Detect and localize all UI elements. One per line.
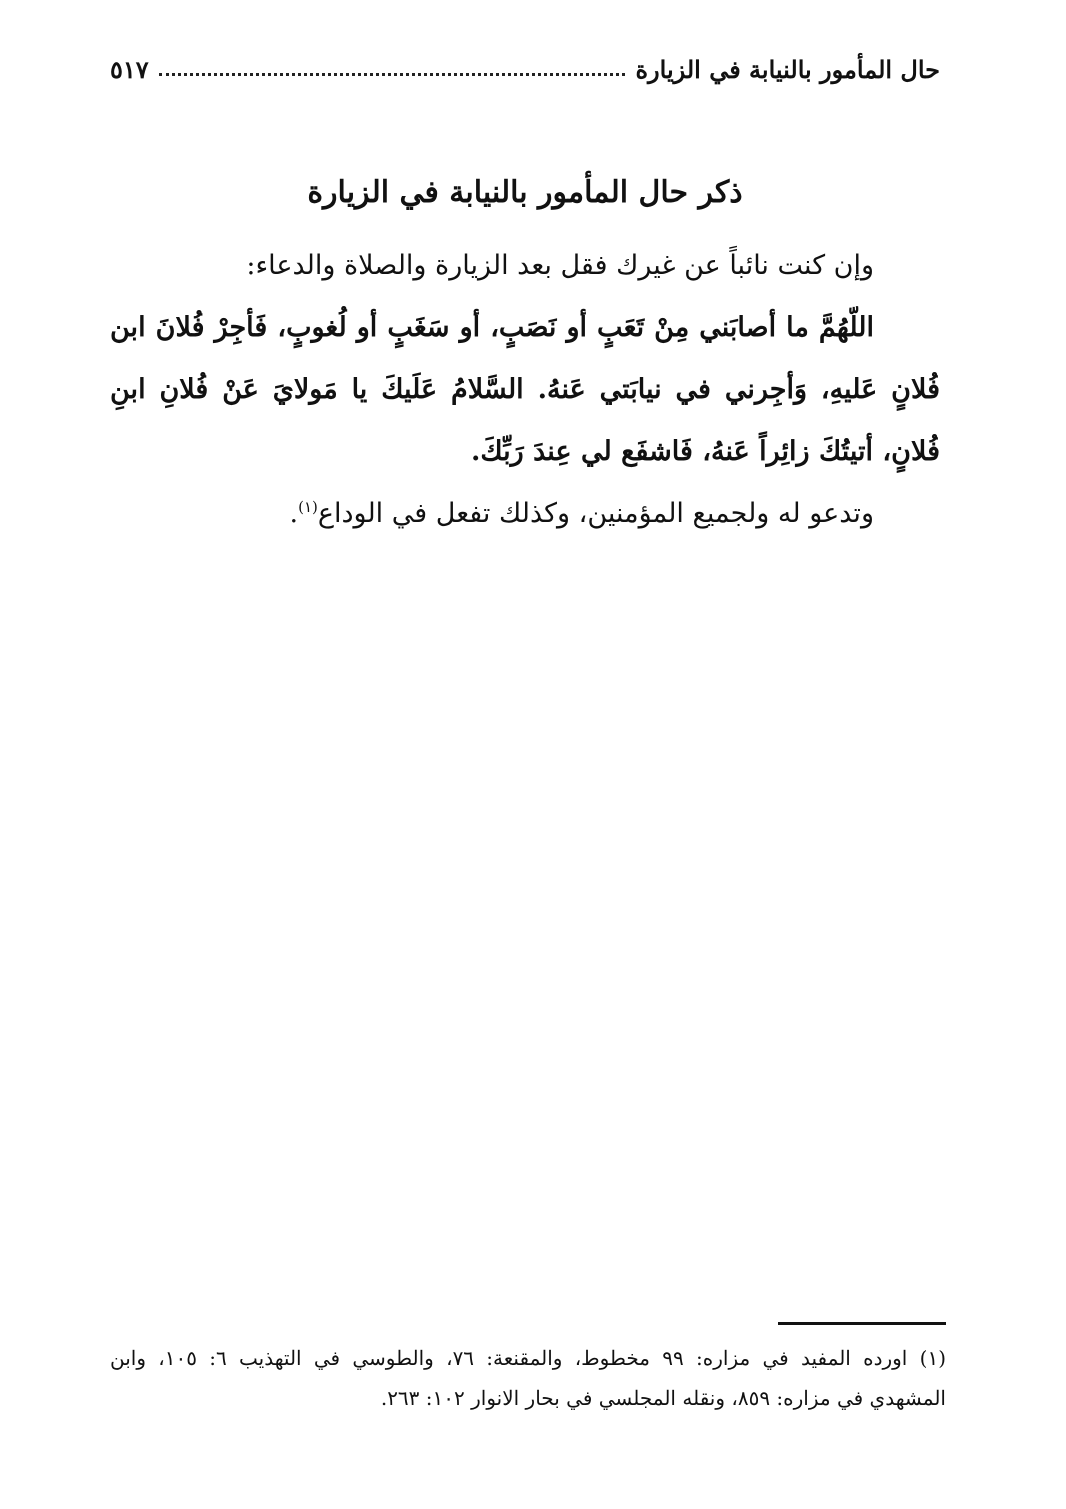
header-dot-leader: [159, 72, 626, 76]
closing-text: وتدعو له ولجميع المؤمنين، وكذلك تفعل في الوداع: [317, 498, 874, 529]
page-number: ٥١٧: [110, 55, 149, 84]
footnote-reference[interactable]: (١): [298, 498, 318, 516]
running-header: [110, 44, 940, 84]
main-text: [110, 235, 940, 545]
chapter-title: ذكر حال المأمور بالنيابة في الزيارة: [307, 175, 743, 210]
footnote-1: (١) اورده المفيد في مزاره: ٩٩ مخطوط، والمقنعة: ٧٦، والطوسي في التهذيب ٦: ١٠٥، وابن المشهدي في مزاره: ٨٥٩، ونقله المجلسي في بحار الانوار ١٠٢: ٢٦٣.: [110, 1346, 946, 1410]
supplication-paragraph: اللّهُمَّ ما أصابَني مِنْ تَعَبٍ أو نَصَبٍ، أو سَغَبٍ أو لُغوبٍ، فَأجِرْ فُلانَ ابن فُلانٍ عَليهِ، وَأجِرني في نيابَتي عَنهُ. السَّلامُ عَلَيكَ يا مَولايَ عَنْ فُلانِ ابنِ فُلانٍ، أتيتُكَ زائِراً عَنهُ، فَاشفَع لي عِندَ رَبِّكَ.: [110, 312, 940, 467]
closing-period: .: [289, 498, 299, 529]
intro-paragraph: وإن كنت نائباً عن غيرك فقل بعد الزيارة والصلاة والدعاء:: [246, 250, 874, 281]
closing-paragraph: [110, 483, 940, 545]
running-header-title: حال المأمور بالنيابة في الزيارة: [635, 55, 940, 84]
footnote-separator: [778, 1322, 946, 1325]
